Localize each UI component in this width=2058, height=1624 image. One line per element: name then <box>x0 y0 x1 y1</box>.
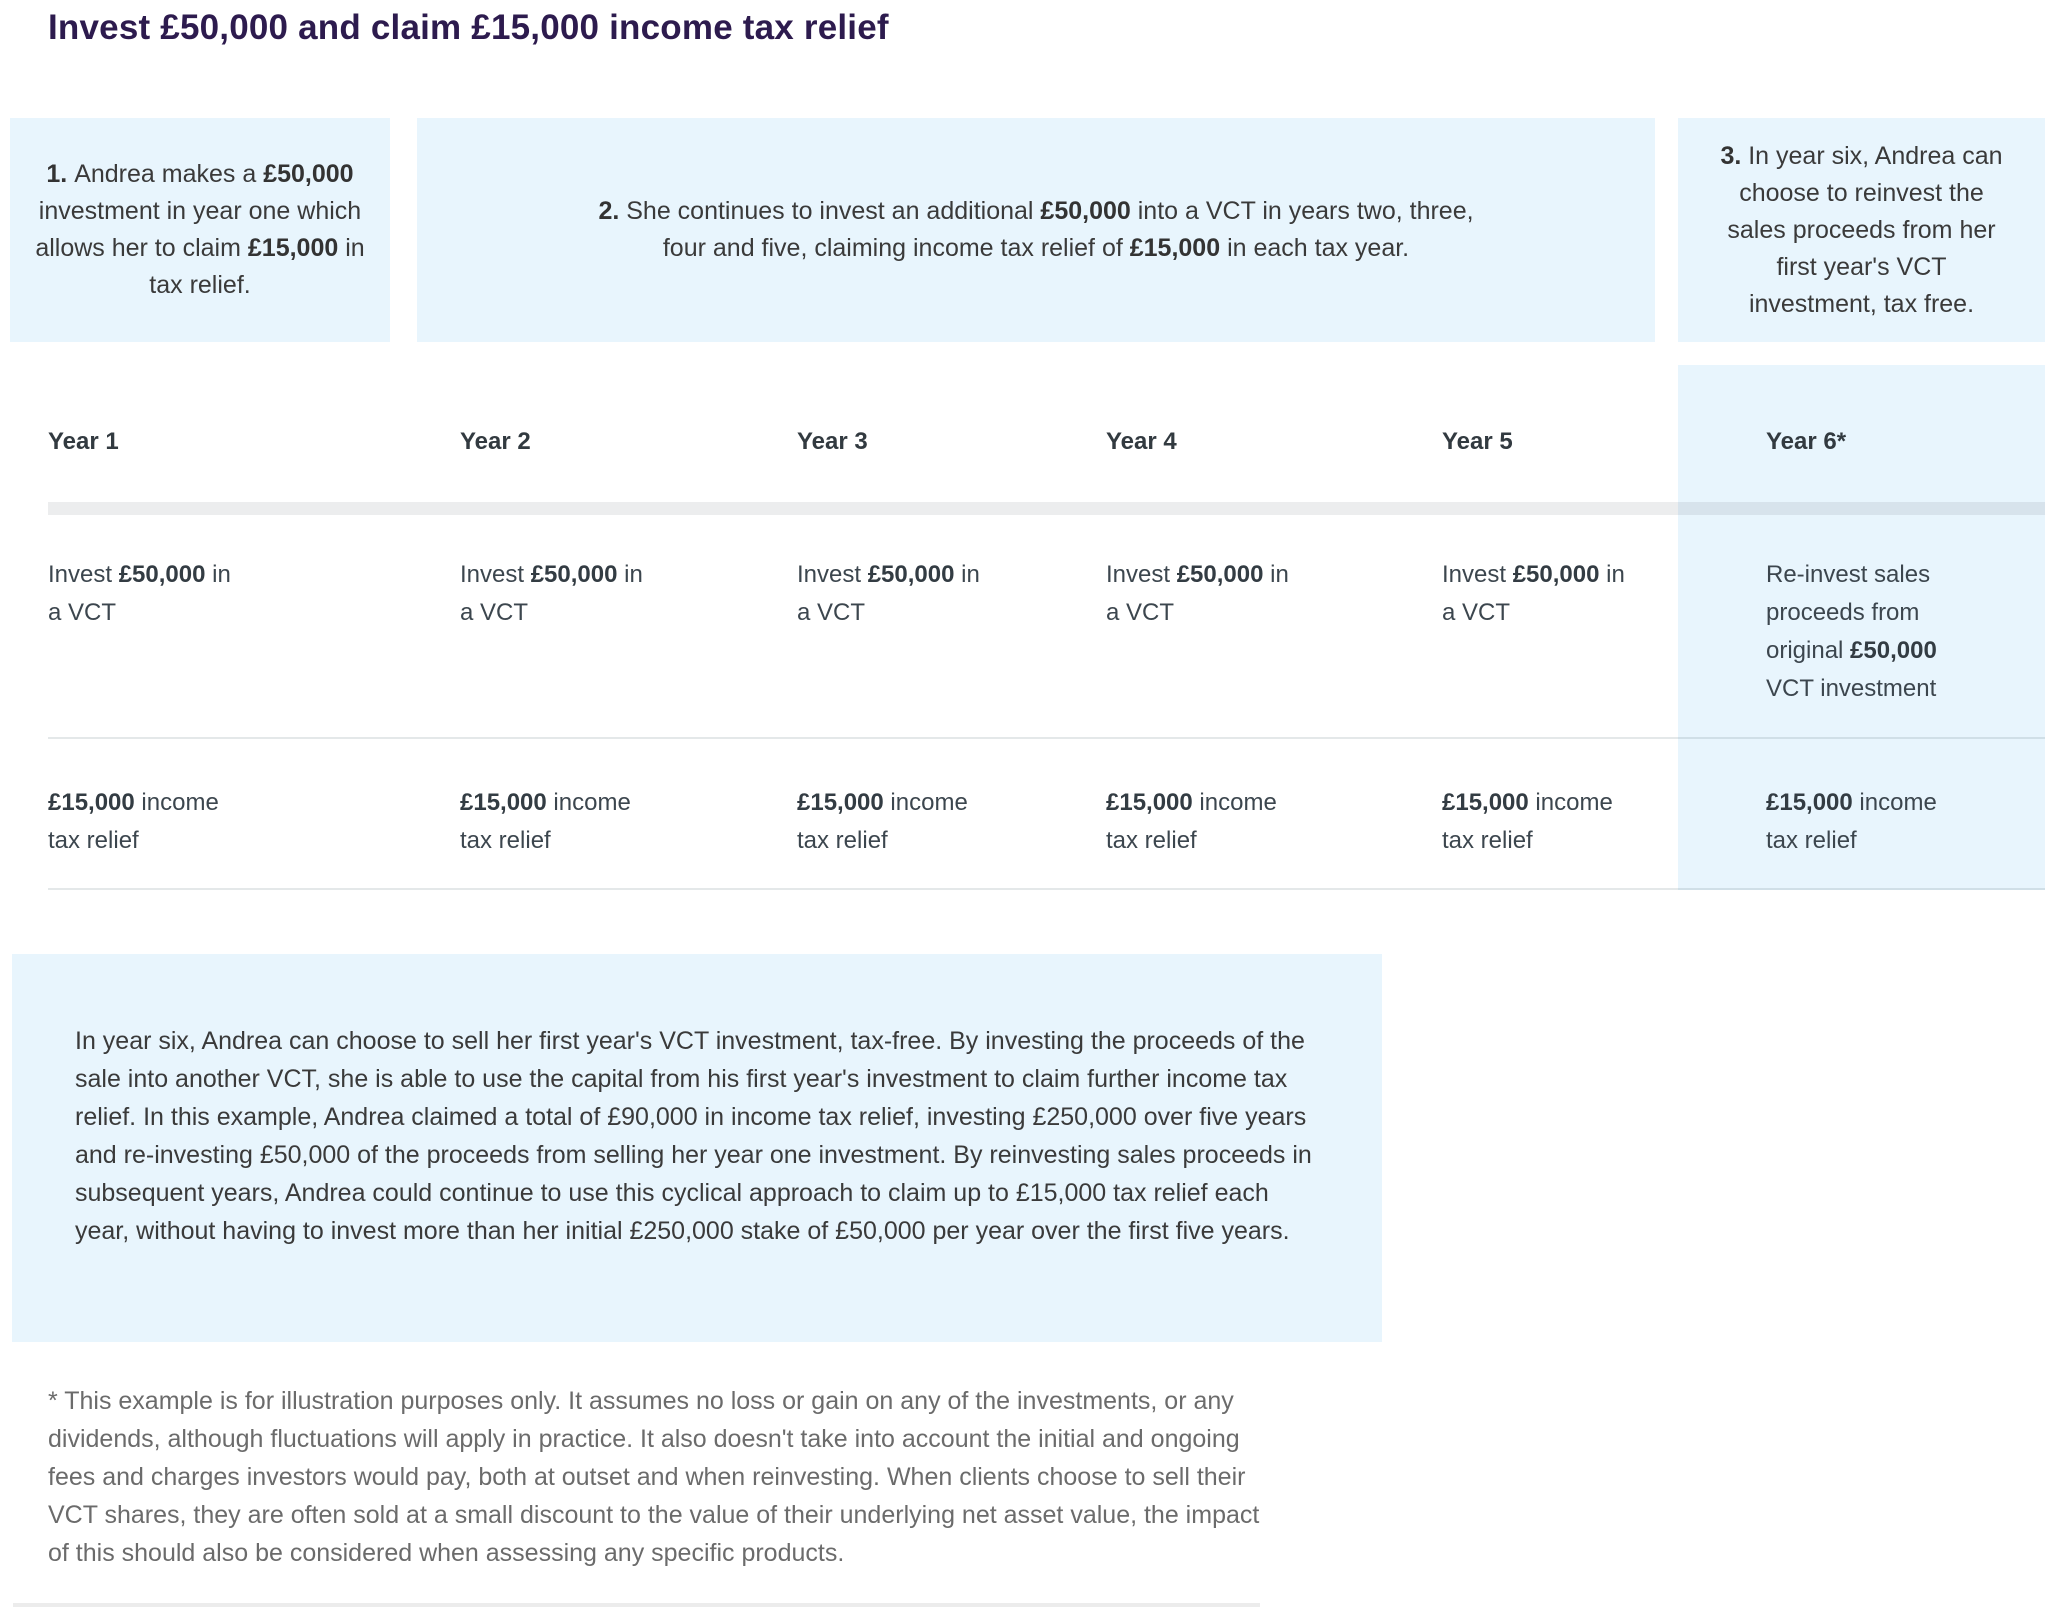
table-row-tax-relief <box>48 784 2045 860</box>
table-header-year-1: Year 1 <box>48 428 119 455</box>
cell-year4-relief <box>1106 784 1442 860</box>
cell-year6-relief <box>1766 784 2045 860</box>
cell-year2-invest <box>460 556 797 708</box>
table-header-year-5: Year 5 <box>1442 428 1513 455</box>
cell-year1-invest <box>48 556 460 708</box>
cell-year1-relief <box>48 784 460 860</box>
page-title: Invest £50,000 and claim £15,000 income tax relief <box>48 8 889 47</box>
cell-year5-invest <box>1442 556 1766 708</box>
step-1-callout <box>10 118 390 342</box>
cell-year2-invest-text: Invest £50,000 in a VCT <box>460 561 643 626</box>
table-header-year-2: Year 2 <box>460 428 531 455</box>
table-header-year-6: Year 6* <box>1766 428 1847 455</box>
step-1-text: 1. Andrea makes a £50,000 investment in year one which allows her to claim £15,000 in tax relief. <box>35 160 365 299</box>
summary-callout-box <box>12 954 1382 1342</box>
step-3-text: 3. In year six, Andrea can choose to reinvest the sales proceeds from her first year's VCT investment, tax free. <box>1720 141 2003 318</box>
table-row-invest <box>48 556 2045 708</box>
row-divider-1 <box>48 737 2045 739</box>
cell-year6-reinvest <box>1766 556 2045 708</box>
cell-year1-invest-text: Invest £50,000 in a VCT <box>48 561 231 626</box>
cell-year4-invest <box>1106 556 1442 708</box>
cell-year1-relief-text: £15,000 income tax relief <box>48 789 219 854</box>
table-header-year-3: Year 3 <box>797 428 868 455</box>
cell-year3-invest-text: Invest £50,000 in a VCT <box>797 561 980 626</box>
cell-year6-reinvest-text: Re-invest sales proceeds from original £50,000 VCT investment <box>1766 561 1937 702</box>
cell-year3-relief <box>797 784 1106 860</box>
cell-year4-relief-text: £15,000 income tax relief <box>1106 789 1277 854</box>
summary-text: In year six, Andrea can choose to sell her first year's VCT investment, tax-free. By investing the proceeds of the sale into another VCT, she is able to use the capital from his first year's investment to claim further income tax relief. In this example, Andrea claimed a total of £90,000 in income tax relief, investing £250,000 over five years and re-investing £50,000 of the proceeds from selling her year one investment. By reinvesting sales proceeds in subsequent years, Andrea could continue to use this cyclical approach to claim up to £15,000 tax relief each year, without having to invest more than her initial £250,000 stake of £50,000 per year over the first five years. <box>75 1027 1312 1245</box>
cell-year5-invest-text: Invest £50,000 in a VCT <box>1442 561 1625 626</box>
cell-year2-relief <box>460 784 797 860</box>
header-separator-bar <box>48 502 2045 515</box>
cell-year5-relief <box>1442 784 1766 860</box>
step-3-callout <box>1678 118 2045 342</box>
footnote-text: * This example is for illustration purposes only. It assumes no loss or gain on any of the investments, or any dividends, although fluctuations will apply in practice. It also doesn't take into account the initial and ongoing fees and charges investors would pay, both at outset and when reinvesting. When clients choose to sell their VCT shares, they are often sold at a small discount to the value of their underlying net asset value, the impact of this should also be considered when assessing any specific products. <box>48 1387 1260 1567</box>
row-divider-2 <box>48 888 2045 890</box>
cell-year3-invest <box>797 556 1106 708</box>
cell-year2-relief-text: £15,000 income tax relief <box>460 789 631 854</box>
cell-year3-relief-text: £15,000 income tax relief <box>797 789 968 854</box>
cell-year4-invest-text: Invest £50,000 in a VCT <box>1106 561 1289 626</box>
table-header-row <box>48 428 2045 456</box>
step-2-callout <box>417 118 1655 342</box>
table-header-year-4: Year 4 <box>1106 428 1177 455</box>
bottom-divider <box>13 1603 1260 1607</box>
cell-year5-relief-text: £15,000 income tax relief <box>1442 789 1613 854</box>
step-2-text: 2. She continues to invest an additional £50,000 into a VCT in years two, three, four and five, claiming income tax relief of £15,000 in each tax year. <box>598 197 1474 262</box>
cell-year6-relief-text: £15,000 income tax relief <box>1766 789 1937 854</box>
